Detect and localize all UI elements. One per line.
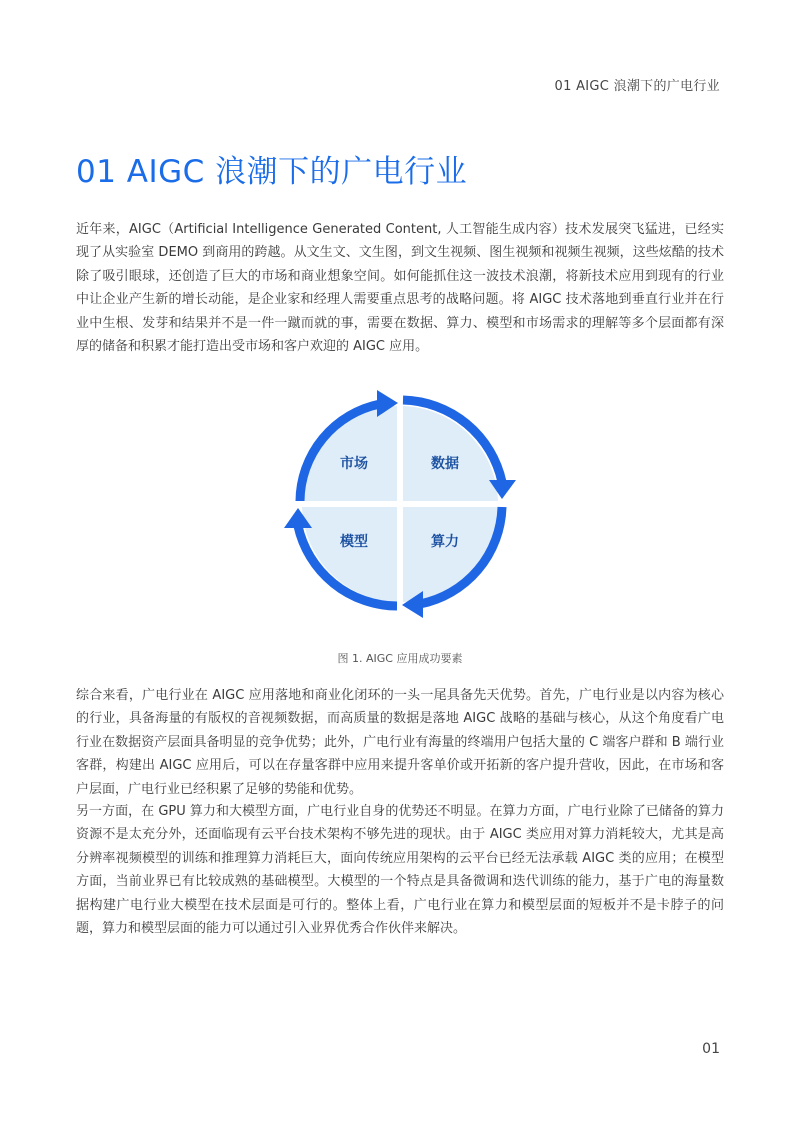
page-title: 01 AIGC 浪潮下的广电行业: [76, 154, 468, 190]
figure-caption: 图 1. AIGC 应用成功要素: [337, 652, 463, 665]
quadrant-top-right: [403, 404, 500, 501]
aigc-success-factors-figure: [280, 384, 520, 624]
body-paragraph-3: 另一方面，在 GPU 算力和大模型方面，广电行业自身的优势还不明显。在算力方面，广电行业除了已储备的算力资源不是太充分外，还面临现有云平台技术架构不够先进的现状。由于 AIGC 类应用对算力消耗较大，尤其是高分辨率视频模型的训练和推理算力消耗巨大，面向传统应用架构的云平台已经无法承载 AIGC 类的应用；在模型方面，当前业界已有比较成熟的基础模型。大模型的一个特点是具备微调和迭代训练的能力，基于广电的海量数据构建广电行业大模型在技术层面是可行的。整体上看，广电行业在算力和模型层面的短板并不是卡脖子的问题，算力和模型层面的能力可以通过引入业界优秀合作伙伴来解决。: [76, 804, 724, 937]
body-paragraph-1: 近年来，AIGC（Artificial Intelligence Generated Content, 人工智能生成内容）技术发展突飞猛进，已经实现了从实验室 DEMO 到商用的跨越。从文生文、文生图，到文生视频、图生视频和视频生视频，这些炫酷的技术除了吸引眼球，还创造了巨大的市场和商业想象空间。如何能抓住这一波技术浪潮，将新技术应用到现有的行业中让企业产生新的增长动能，是企业家和经理人需要重点思考的战略问题。将 AIGC 技术落地到垂直行业并在行业中生根、发芽和结果并不是一件一蹴而就的事，需要在数据、算力、模型和市场需求的理解等多个层面都有深厚的储备和积累才能打造出受市场和客户欢迎的 AIGC 应用。: [76, 222, 724, 355]
quadrant-label-data: 数据: [431, 456, 459, 472]
running-header: 01 AIGC 浪潮下的广电行业: [554, 79, 720, 94]
quadrant-label-market: 市场: [340, 456, 368, 472]
quadrant-label-compute: 算力: [431, 534, 459, 550]
body-paragraph-2: 综合来看，广电行业在 AIGC 应用落地和商业化闭环的一头一尾具备先天优势。首先，广电行业是以内容为核心的行业，具备海量的有版权的音视频数据，而高质量的数据是落地 AIGC 战略的基础与核心，从这个角度看广电行业在数据资产层面具备明显的竞争优势；此外，广电行业有海量的终端用户包括大量的 C 端客户群和 B 端行业客群，构建出 AIGC 应用后，可以在存量客群中应用来提升客单价或开拓新的客户提升营收，因此，在市场和客户层面，广电行业已经积累了足够的势能和优势。: [76, 688, 724, 797]
quadrant-label-model: 模型: [340, 534, 368, 550]
page-number: 01: [702, 1041, 720, 1057]
cycle-diagram: [280, 384, 520, 624]
